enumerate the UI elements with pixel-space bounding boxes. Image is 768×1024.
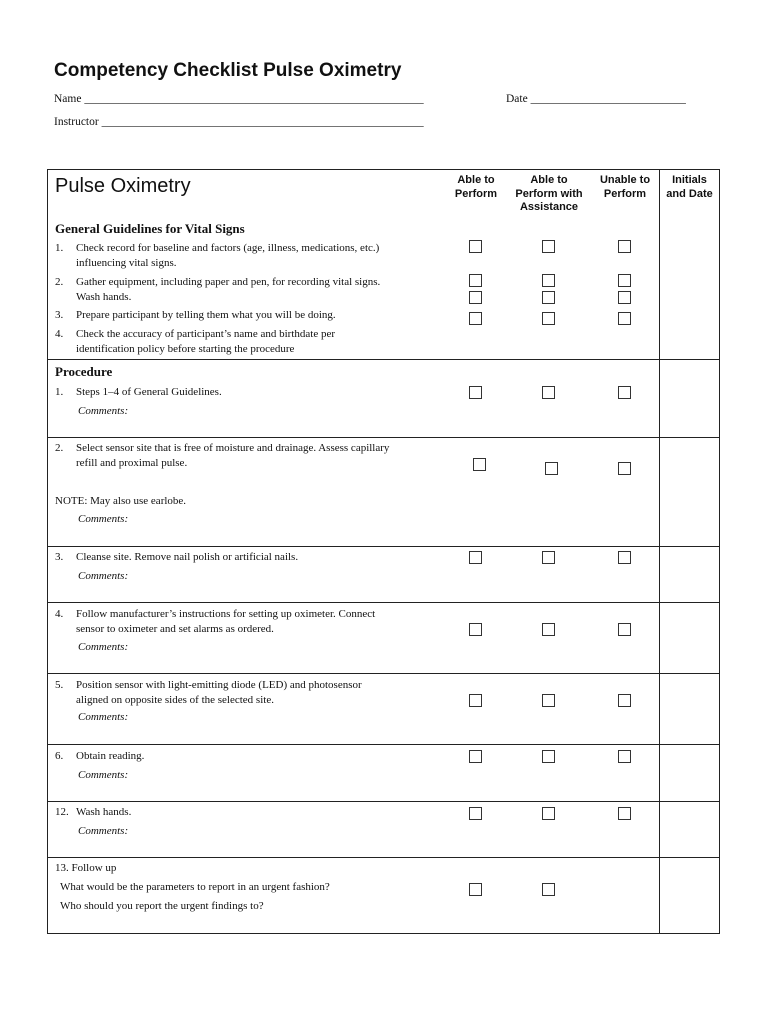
step-text: Obtain reading. [76, 750, 145, 762]
unable-checkbox[interactable] [618, 291, 631, 304]
item-text: Gather equipment, including paper and pen, for recording vital signs. [76, 276, 381, 288]
assist-checkbox[interactable] [542, 750, 555, 763]
row-divider [48, 602, 719, 603]
item-text: Prepare participant by telling them what you will be doing. [76, 309, 336, 321]
comments-label: Comments: [78, 825, 129, 837]
item-text: Wash hands. [76, 291, 132, 303]
unable-checkbox[interactable] [618, 240, 631, 253]
able-checkbox[interactable] [469, 240, 482, 253]
unable-checkbox[interactable] [618, 462, 631, 475]
row-divider [48, 546, 719, 547]
assist-checkbox[interactable] [542, 312, 555, 325]
name-field[interactable]: Name ___________________________________________________________ [54, 93, 424, 105]
able-checkbox[interactable] [469, 274, 482, 287]
table-title: Pulse Oximetry [55, 175, 191, 197]
column-divider [659, 170, 660, 933]
date-field[interactable]: Date ___________________________ [506, 93, 686, 105]
comments-label: Comments: [78, 570, 129, 582]
follow-up-question: Who should you report the urgent findings to? [60, 900, 264, 912]
step-text: refill and proximal pulse. [76, 457, 188, 469]
header-line: and Date [666, 187, 713, 200]
assist-checkbox[interactable] [542, 694, 555, 707]
assist-checkbox[interactable] [542, 551, 555, 564]
step-number: 3. [55, 551, 64, 563]
step-text: Cleanse site. Remove nail polish or artificial nails. [76, 551, 299, 563]
comments-label: Comments: [78, 405, 129, 417]
comments-label: Comments: [78, 711, 129, 723]
header-line: Perform with [515, 187, 583, 200]
assist-checkbox[interactable] [542, 386, 555, 399]
assist-checkbox[interactable] [542, 240, 555, 253]
instructor-field[interactable]: Instructor ________________________________________________________ [54, 116, 424, 128]
able-checkbox[interactable] [469, 694, 482, 707]
header-line: Perform [603, 187, 647, 200]
able-checkbox[interactable] [469, 291, 482, 304]
unable-checkbox[interactable] [618, 274, 631, 287]
header-line: Able to [457, 174, 495, 186]
column-header-unable [591, 174, 659, 201]
assist-checkbox[interactable] [545, 462, 558, 475]
follow-up-question: What would be the parameters to report in an urgent fashion? [60, 881, 330, 893]
step-note: NOTE: May also use earlobe. [55, 495, 187, 507]
row-divider [48, 437, 719, 438]
header-line: Initials [672, 174, 707, 186]
step-text: Follow manufacturer’s instructions for setting up oximeter. Connect [76, 608, 376, 620]
row-divider [48, 744, 719, 745]
able-checkbox[interactable] [473, 458, 486, 471]
unable-checkbox[interactable] [618, 750, 631, 763]
item-text: Check record for baseline and factors (age, illness, medications, etc.) [76, 242, 380, 254]
column-header-assist [507, 174, 591, 215]
row-divider [48, 673, 719, 674]
general-guidelines-heading: General Guidelines for Vital Signs [55, 221, 245, 236]
able-checkbox[interactable] [469, 312, 482, 325]
unable-checkbox[interactable] [618, 386, 631, 399]
step-text: aligned on opposite sides of the selected site. [76, 694, 274, 706]
comments-label: Comments: [78, 513, 129, 525]
step-text: Position sensor with light-emitting diode (LED) and photosensor [76, 679, 362, 691]
step-number: 1. [55, 386, 64, 398]
unable-checkbox[interactable] [618, 312, 631, 325]
comments-label: Comments: [78, 641, 129, 653]
able-checkbox[interactable] [469, 807, 482, 820]
checklist-table [47, 169, 720, 934]
follow-up-heading: 13. Follow up [55, 862, 117, 874]
item-text: Check the accuracy of participant’s name and birthdate per [76, 328, 335, 340]
item-number: 1. [55, 242, 64, 254]
assist-checkbox[interactable] [542, 623, 555, 636]
unable-checkbox[interactable] [618, 807, 631, 820]
able-checkbox[interactable] [469, 750, 482, 763]
assist-checkbox[interactable] [542, 807, 555, 820]
step-number: 5. [55, 679, 64, 691]
step-text: Select sensor site that is free of moisture and drainage. Assess capillary [76, 442, 390, 454]
able-checkbox[interactable] [469, 623, 482, 636]
step-number: 6. [55, 750, 64, 762]
able-checkbox[interactable] [469, 386, 482, 399]
step-number: 2. [55, 442, 64, 454]
step-text: Wash hands. [76, 806, 132, 818]
item-number: 4. [55, 328, 64, 340]
comments-label: Comments: [78, 769, 129, 781]
page-title: Competency Checklist Pulse Oximetry [54, 60, 402, 81]
item-number: 2. [55, 276, 64, 288]
assist-checkbox[interactable] [542, 274, 555, 287]
item-text: identification policy before starting the procedure [76, 343, 295, 355]
row-divider [48, 359, 719, 360]
step-text: Steps 1–4 of General Guidelines. [76, 386, 222, 398]
column-header-able [445, 174, 507, 201]
unable-checkbox[interactable] [618, 623, 631, 636]
able-checkbox[interactable] [469, 883, 482, 896]
assist-checkbox[interactable] [542, 883, 555, 896]
row-divider [48, 857, 719, 858]
item-number: 3. [55, 309, 64, 321]
header-line: Able to [530, 174, 568, 186]
header-line: Assistance [519, 201, 579, 213]
procedure-heading: Procedure [55, 364, 113, 379]
column-header-initials [659, 174, 720, 201]
unable-checkbox[interactable] [618, 694, 631, 707]
header-line: Perform [454, 187, 498, 200]
step-number: 4. [55, 608, 64, 620]
item-text: influencing vital signs. [76, 257, 177, 269]
row-divider [48, 801, 719, 802]
step-number: 12. [55, 806, 69, 818]
header-line: Unable to [599, 174, 651, 186]
able-checkbox[interactable] [469, 551, 482, 564]
step-text: sensor to oximeter and set alarms as ordered. [76, 623, 274, 635]
unable-checkbox[interactable] [618, 551, 631, 564]
assist-checkbox[interactable] [542, 291, 555, 304]
